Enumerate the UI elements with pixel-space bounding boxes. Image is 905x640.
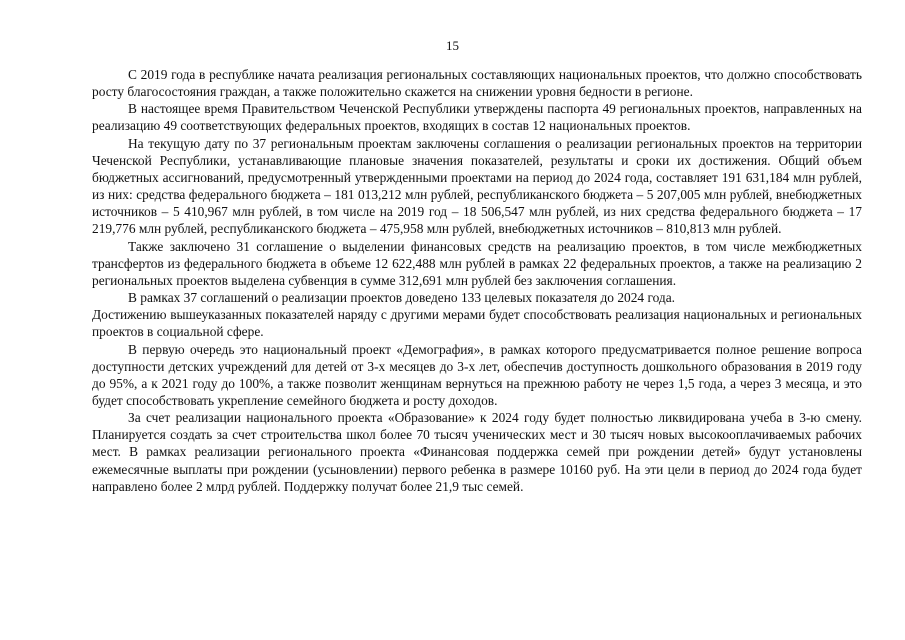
paragraph-demography-project: В первую очередь это национальный проект «Демография», в рамках которого предусматривается полное решение вопроса доступности детских учреждений для детей от 3-х месяцев до 3-х лет, обеспечив доступность дошкольного образования в 2019 году до 95%, а к 2021 году до 100%, а также позволит женщинам вернуться на прежнюю работу не через 1,5 года, а через 3 месяца, и это будет способствовать укрепление семейного бюджета и росту доходов. (92, 341, 862, 408)
paragraph-agreements-budget: На текущую дату по 37 региональным проектам заключены соглашения о реализации региональных проектов на территории Чеченской Республики, устанавливающие плановые значения показателей, результаты и сроки их достижения. Общий объем бюджетных ассигнований, предусмотренный утвержденными проектами на период до 2024 года, составляет 191 631,184 млн рублей, из них: средства федерального бюджета – 181 013,212 млн рублей, республиканского бюджета – 5 207,005 млн рублей, внебюджетных источников – 5 410,967 млн рублей, в том числе на 2019 год – 18 506,547 млн рублей, из них средства федерального бюджета – 17 219,776 млн рублей, республиканского бюджета – 475,958 млн рублей, внебюджетных источников – 810,813 млн рублей. (92, 135, 862, 237)
page-number: 15 (446, 38, 459, 53)
paragraph-financial-agreements: Также заключено 31 соглашение о выделении финансовых средств на реализацию проектов, в том числе межбюджетных трансфертов из федерального бюджета в объеме 12 622,488 млн рублей в рамках 22 федеральных проектов, а также на реализацию 2 региональных проектов выделена субвенция в сумме 312,691 млн рублей без заключения соглашения. (92, 238, 862, 288)
paragraph-national-projects-start: С 2019 года в республике начата реализация региональных составляющих национальных проектов, что должно способствовать росту благосостояния граждан, а также положительно скажется на снижении уровня бедности в регионе. (92, 67, 862, 100)
document-body (92, 66, 862, 495)
paragraph-regional-passports: В настоящее время Правительством Чеченской Республики утверждены паспорта 49 региональных проектов, направленных на реализацию 49 соответствующих федеральных проектов, входящих в состав 12 национальных проектов. (92, 101, 862, 134)
paragraph-social-sphere: Достижению вышеуказанных показателей наряду с другими мерами будет способствовать реализация национальных и региональных проектов в социальной сфере. (92, 307, 862, 340)
paragraph-target-indicators: В рамках 37 соглашений о реализации проектов доведено 133 целевых показателя до 2024 года. (128, 290, 676, 306)
paragraph-education-project: За счет реализации национального проекта «Образование» к 2024 году будет полностью ликвидирована учеба в 3-ю смену. Планируется создать за счет строительства школ более 70 тысяч ученических мест и 30 тысяч новых высокооплачиваемых рабочих мест. В рамках реализации регионального проекта «Финансовая поддержка семей при рождении детей» будут установлены ежемесячные выплаты при рождении (усыновлении) первого ребенка в размере 10160 руб. На эти цели в период до 2024 года будет направлено более 2 млрд рублей. Поддержку получат более 21,9 тыс семей. (92, 410, 862, 494)
